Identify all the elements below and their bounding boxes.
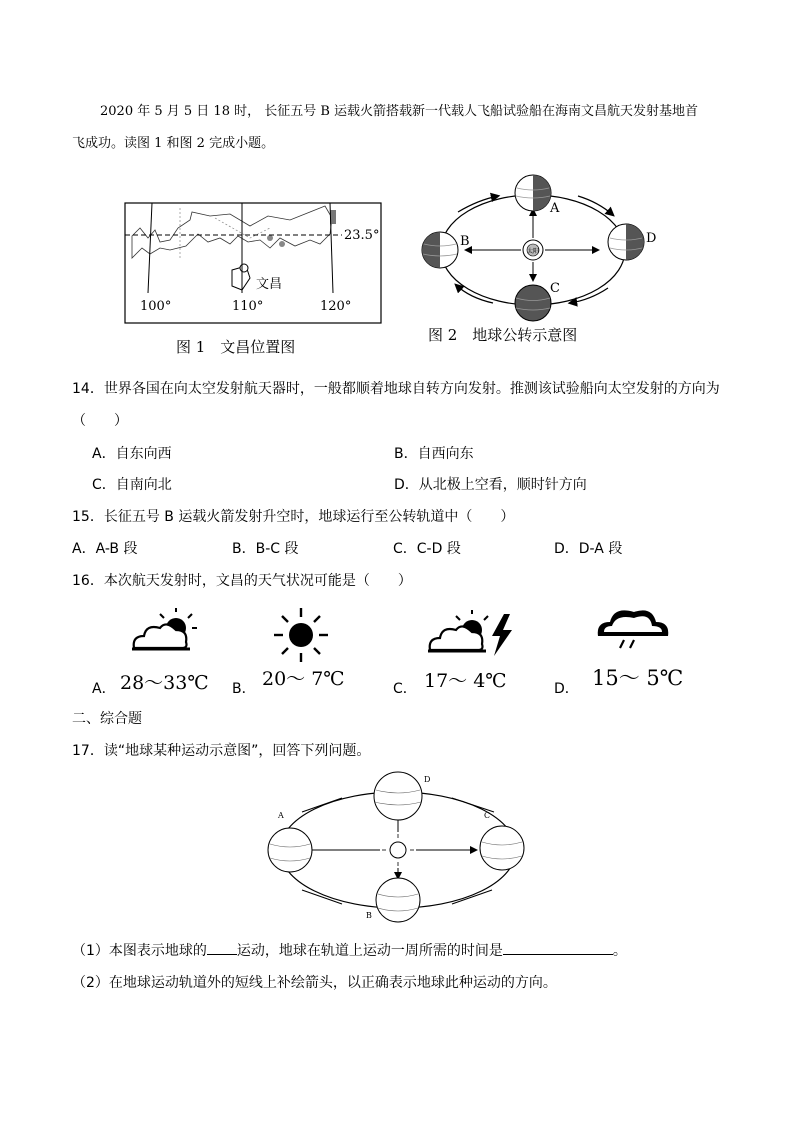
orbit-label-D: D [646, 231, 657, 246]
orbit-label-A: A [550, 201, 560, 216]
cloud-sun-icon [128, 608, 200, 658]
q16-option-a-letter[interactable]: A． [92, 681, 116, 697]
q15-option-d[interactable]: D．D-A 段 [554, 541, 623, 557]
orbit-label-C: C [550, 281, 560, 296]
q15-option-b[interactable]: B．B-C 段 [232, 541, 299, 557]
q14-option-d[interactable]: D．从北极上空看，顺时针方向 [394, 477, 587, 493]
map-lon-label-120: 120° [320, 299, 352, 314]
q16-option-d-temp: 15～ 5℃ [592, 666, 684, 690]
q17-stem: 17．读“地球某种运动示意图”，回答下列问题。 [72, 743, 371, 759]
q14-paren: （ ） [72, 413, 128, 429]
q14-option-a[interactable]: A．自东向西 [92, 446, 172, 462]
q17-blank-motion[interactable] [207, 940, 237, 955]
sun-icon [272, 606, 330, 664]
figure-1-caption: 图 1 文昌位置图 [176, 338, 296, 356]
q15-stem: 15．长征五号 B 运载火箭发射升空时，地球运行至公转轨道中（ ） [72, 509, 515, 525]
sun-label: 太阳 [527, 248, 540, 255]
map-city-label: 文昌 [256, 277, 283, 292]
cloud-sun-thunder-icon [424, 610, 516, 660]
intro-line-2: 飞成功。读图 1 和图 2 完成小题。 [72, 136, 275, 151]
q16-option-c-letter[interactable]: C． [393, 681, 417, 697]
rain-cloud-icon [594, 604, 672, 652]
figure-2-caption: 图 2 地球公转示意图 [428, 326, 578, 344]
q17-part1-text-c: 。 [612, 943, 627, 959]
intro-line-1: 2020 年 5 月 5 日 18 时， 长征五号 B 运载火箭搭载新一代载人飞船试验船在海南文昌航天发射基地首 [100, 104, 699, 119]
map-lon-label-110: 110° [232, 299, 264, 314]
q17-blank-period[interactable] [503, 940, 613, 955]
figure-1-map [120, 198, 390, 328]
section-2-title: 二、综合题 [72, 711, 142, 727]
orbit2-label-C: C [484, 811, 491, 820]
q16-option-d-letter[interactable]: D． [554, 681, 579, 697]
map-lon-label-100: 100° [140, 299, 172, 314]
q17-part1 [72, 940, 627, 960]
orbit2-label-D: D [424, 775, 431, 784]
map-lat-label: 23.5° [344, 228, 380, 243]
q14-option-b[interactable]: B．自西向东 [394, 446, 474, 462]
q16-stem: 16．本次航天发射时，文昌的天气状况可能是（ ） [72, 573, 412, 589]
orbit2-label-B: B [366, 911, 372, 920]
orbit-label-B: B [460, 234, 470, 249]
q14-option-c[interactable]: C．自南向北 [92, 477, 172, 493]
earth-C [515, 285, 551, 321]
earth-D [608, 224, 644, 260]
q15-option-a[interactable]: A．A-B 段 [72, 541, 138, 557]
q16-option-b-letter[interactable]: B． [232, 681, 256, 697]
q16-option-c-temp: 17～ 4℃ [424, 670, 507, 692]
q15-option-c[interactable]: C．C-D 段 [393, 541, 461, 557]
q16-option-b-temp: 20～ 7℃ [262, 668, 345, 690]
q17-part2: （2）在地球运动轨道外的短线上补绘箭头，以正确表示地球此种运动的方向。 [72, 975, 557, 991]
figure-3-orbit [262, 766, 534, 926]
earth-A [515, 175, 551, 211]
earth-B [422, 232, 458, 268]
q14-stem: 14．世界各国在向太空发射航天器时，一般都顺着地球自转方向发射。推测该试验船向太空发射的方向为 [72, 381, 720, 397]
q17-part1-text-b: 运动，地球在轨道上运动一周所需的时间是 [236, 943, 503, 959]
q17-part1-text-a: （1）本图表示地球的 [72, 943, 207, 959]
figure-2-orbit [418, 160, 668, 330]
q16-option-a-temp: 28～33℃ [120, 672, 209, 694]
orbit2-label-A: A [278, 811, 284, 820]
